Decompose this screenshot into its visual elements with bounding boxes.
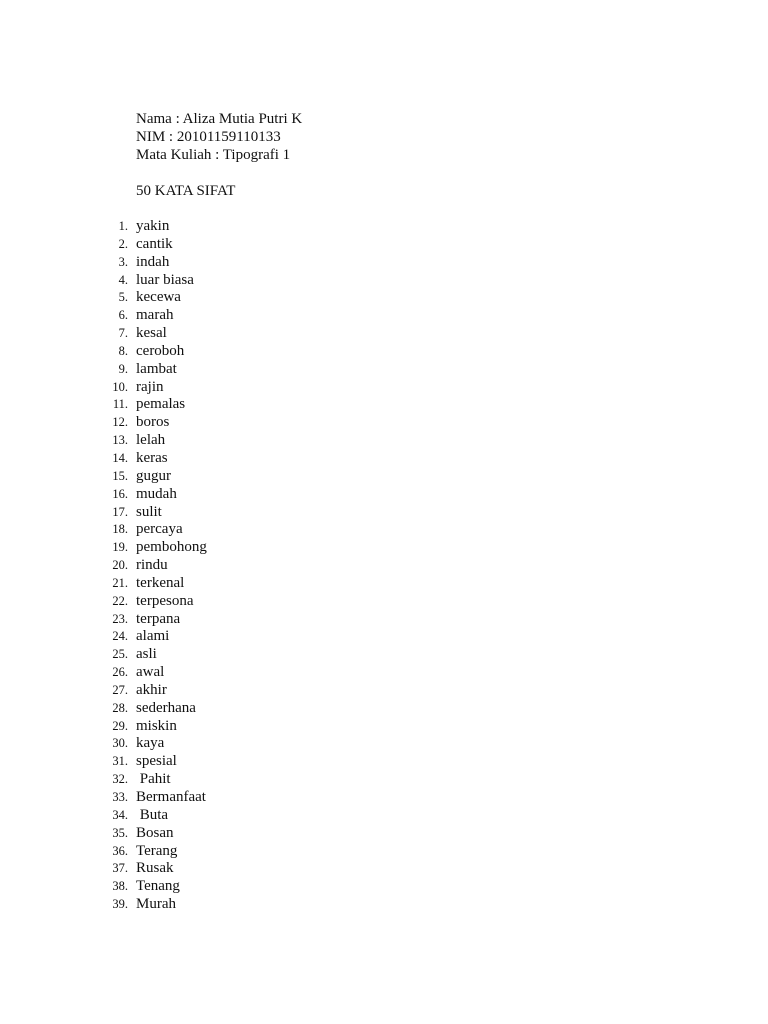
list-item-number: 27. xyxy=(112,682,128,697)
list-item-number: 14. xyxy=(112,450,128,465)
list-item xyxy=(0,718,400,736)
list-item xyxy=(0,557,400,575)
list-item-word: rindu xyxy=(136,557,168,574)
list-item-number: 24. xyxy=(112,629,128,644)
list-item-number: 33. xyxy=(112,790,128,804)
list-item-number: 1. xyxy=(118,219,128,233)
list-item xyxy=(0,700,400,718)
list-item-word: pembohong xyxy=(136,539,207,556)
list-item-number: 29. xyxy=(112,718,128,733)
list-item-number: 13. xyxy=(112,433,128,448)
list-item-word: kecewa xyxy=(136,289,181,306)
list-item-number: 36. xyxy=(112,843,128,858)
list-item-number: 22. xyxy=(112,593,128,608)
list-item-word: kaya xyxy=(136,735,165,752)
list-item-word: pemalas xyxy=(136,396,186,413)
list-item-word: ceroboh xyxy=(136,342,185,359)
list-item-word: Terang xyxy=(136,842,178,859)
list-item xyxy=(0,789,400,807)
list-item-number: 21. xyxy=(112,575,128,590)
student-name: Nama : Aliza Mutia Putri K xyxy=(136,111,303,127)
list-item-number: 11. xyxy=(112,397,128,412)
list-item xyxy=(0,504,400,522)
list-item-word: Bermanfaat xyxy=(136,789,206,805)
list-item xyxy=(0,807,400,825)
list-item xyxy=(0,843,400,861)
list-item xyxy=(0,343,400,361)
student-nim: NIM : 20101159110133 xyxy=(136,129,281,145)
list-item-number: 19. xyxy=(112,540,128,555)
list-item xyxy=(0,539,400,557)
list-item xyxy=(0,682,400,700)
section-title: 50 KATA SIFAT xyxy=(136,183,236,199)
course-name: Mata Kuliah : Tipografi 1 xyxy=(136,147,291,163)
list-item-number: 31. xyxy=(112,754,128,769)
list-item-number: 15. xyxy=(112,468,128,483)
list-item xyxy=(0,593,400,611)
list-item xyxy=(0,432,400,450)
list-item-number: 32. xyxy=(112,772,128,787)
list-item xyxy=(0,825,400,843)
list-item-number: 5. xyxy=(118,290,128,305)
list-item-word: luar biasa xyxy=(136,271,194,288)
list-item xyxy=(0,396,400,414)
list-item-number: 25. xyxy=(112,647,128,662)
list-item xyxy=(0,450,400,468)
list-item-word: sulit xyxy=(136,503,162,520)
list-item-number: 9. xyxy=(118,361,128,376)
list-item-word: terpana xyxy=(136,610,181,627)
list-item-number: 7. xyxy=(118,326,128,341)
list-item-number: 38. xyxy=(112,879,128,894)
list-item-number: 10. xyxy=(112,379,128,394)
list-item-number: 26. xyxy=(112,665,128,680)
list-item xyxy=(0,664,400,682)
list-item xyxy=(0,735,400,753)
list-item xyxy=(0,361,400,379)
list-item-word: asli xyxy=(136,646,157,663)
list-item-word: Pahit xyxy=(136,771,171,788)
list-item-word: Tenang xyxy=(136,878,180,895)
list-item xyxy=(0,379,400,397)
list-item xyxy=(0,771,400,789)
list-item xyxy=(0,289,400,307)
list-item-word: boros xyxy=(136,414,170,431)
list-item xyxy=(0,753,400,771)
list-item-number: 16. xyxy=(112,486,128,501)
list-item xyxy=(0,272,400,290)
list-item-word: keras xyxy=(136,449,168,466)
list-item-word: Bosan xyxy=(136,824,174,841)
list-item-number: 28. xyxy=(112,700,128,715)
list-item xyxy=(0,878,400,896)
list-item-number: 18. xyxy=(112,522,128,537)
list-item-number: 12. xyxy=(112,415,128,430)
list-item-number: 17. xyxy=(112,504,128,519)
list-item xyxy=(0,468,400,486)
list-item xyxy=(0,254,400,272)
list-item xyxy=(0,486,400,504)
list-item-word: akhir xyxy=(136,681,167,698)
list-item-number: 39. xyxy=(112,897,128,912)
list-item xyxy=(0,325,400,343)
list-item-word: rajin xyxy=(136,378,164,395)
list-item-number: 4. xyxy=(118,272,128,287)
list-item-number: 2. xyxy=(118,236,128,251)
list-item-number: 20. xyxy=(112,558,128,573)
list-item-word: gugur xyxy=(136,467,171,484)
list-item-word: lelah xyxy=(136,432,166,449)
list-item-word: kesal xyxy=(136,325,167,342)
list-item-word: spesial xyxy=(136,753,177,770)
student-info xyxy=(136,110,302,164)
list-item xyxy=(0,236,400,254)
list-item-number: 23. xyxy=(112,611,128,626)
list-item-word: marah xyxy=(136,307,174,324)
adjective-list xyxy=(0,218,400,914)
list-item xyxy=(0,611,400,629)
list-item-number: 30. xyxy=(112,736,128,751)
list-item-word: terpesona xyxy=(136,592,194,609)
list-item-number: 34. xyxy=(112,807,128,822)
list-item xyxy=(0,646,400,664)
list-item-word: sederhana xyxy=(136,699,196,716)
list-item xyxy=(0,218,400,236)
list-item xyxy=(0,860,400,878)
list-item xyxy=(0,628,400,646)
list-item-number: 6. xyxy=(118,308,128,323)
list-item-number: 3. xyxy=(118,254,128,269)
list-item-word: mudah xyxy=(136,485,177,502)
list-item-word: awal xyxy=(136,664,165,681)
list-item-word: yakin xyxy=(136,218,170,234)
list-item xyxy=(0,896,400,914)
list-item-word: Rusak xyxy=(136,860,174,877)
list-item-word: cantik xyxy=(136,235,173,252)
list-item xyxy=(0,307,400,325)
list-item-word: lambat xyxy=(136,360,177,377)
list-item-word: percaya xyxy=(136,521,183,538)
list-item xyxy=(0,521,400,539)
list-item-word: Murah xyxy=(136,896,176,913)
list-item-word: terkenal xyxy=(136,574,185,591)
list-item-word: miskin xyxy=(136,717,177,734)
list-item-word: Buta xyxy=(136,806,169,823)
list-item-number: 37. xyxy=(112,861,128,876)
list-item-word: indah xyxy=(136,253,170,270)
list-item-number: 8. xyxy=(118,343,128,358)
list-item-number: 35. xyxy=(112,825,128,840)
list-item xyxy=(0,575,400,593)
list-item-word: alami xyxy=(136,628,170,645)
list-item xyxy=(0,414,400,432)
